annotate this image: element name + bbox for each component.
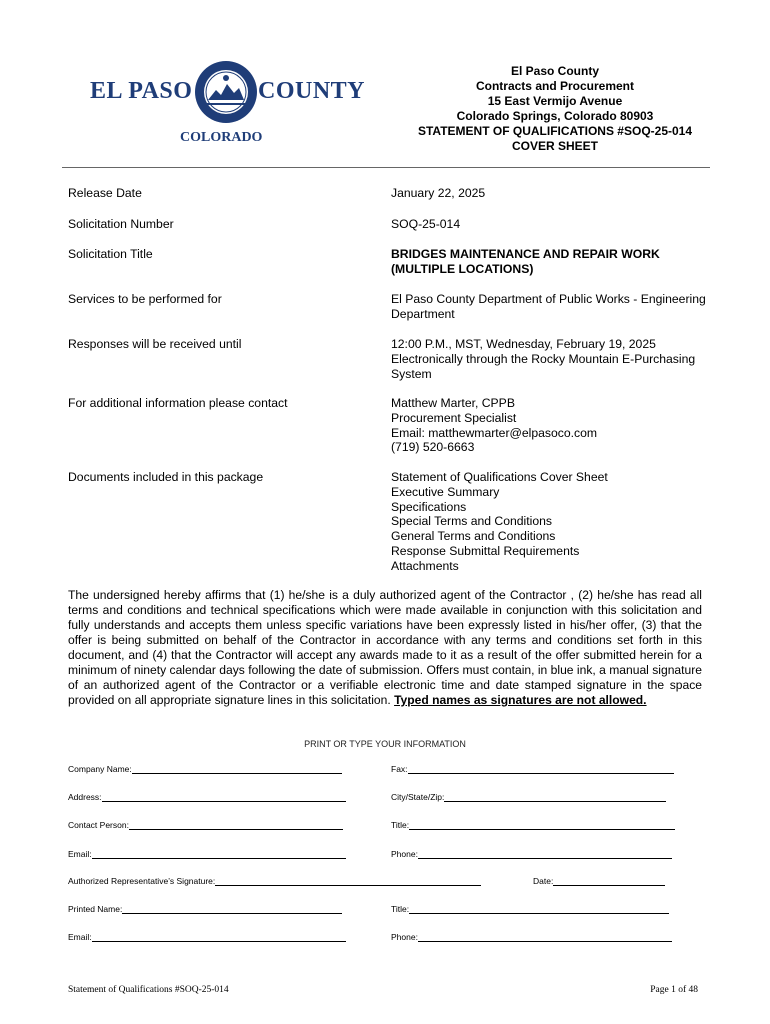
signature-label: Authorized Representative’s Signature: (68, 876, 216, 886)
affirmation-emphasis: Typed names as signatures are not allowed. (394, 693, 647, 707)
date-label: Date: (533, 876, 554, 886)
email-line-1[interactable] (92, 848, 346, 859)
address-field[interactable] (68, 791, 346, 802)
responses-line: System (391, 366, 432, 381)
contact-person-line[interactable] (129, 819, 343, 830)
title-field-2[interactable] (391, 903, 669, 914)
phone-line-1[interactable] (418, 848, 672, 859)
document-item: Special Terms and Conditions (391, 514, 553, 529)
solicitation-title-line: (MULTIPLE LOCATIONS) (391, 261, 534, 276)
phone-label-2: Phone: (391, 932, 418, 942)
email-label-2: Email: (68, 932, 92, 942)
services-value (391, 292, 731, 322)
solicitation-number-label: Solicitation Number (68, 217, 174, 231)
printed-name-line[interactable] (122, 903, 342, 914)
city-state-zip-line[interactable] (444, 791, 666, 802)
contact-value (391, 396, 731, 455)
contact-person-label: Contact Person: (68, 820, 129, 830)
title-line-1[interactable] (409, 819, 675, 830)
header-line-county: El Paso County (510, 64, 599, 78)
phone-field-1[interactable] (391, 848, 672, 859)
responses-line: 12:00 P.M., MST, Wednesday, February 19, 2025 (391, 337, 656, 351)
email-field-2[interactable] (68, 931, 346, 942)
city-state-zip-label: City/State/Zip: (391, 792, 445, 802)
header-divider (62, 167, 710, 168)
printed-name-field[interactable] (68, 903, 342, 914)
company-name-label: Company Name: (68, 764, 132, 774)
header-line-department: Contracts and Procurement (475, 79, 635, 93)
services-label: Services to be performed for (68, 292, 222, 306)
release-date-label: Release Date (68, 186, 142, 200)
address-label: Address: (68, 792, 102, 802)
phone-field-2[interactable] (391, 931, 672, 942)
phone-line-2[interactable] (418, 931, 672, 942)
services-line: El Paso County Department of Public Works - Engineering (391, 292, 706, 306)
footer-page-number: Page 1 of 48 (650, 985, 698, 995)
printed-name-label: Printed Name: (68, 904, 123, 914)
email-field-1[interactable] (68, 848, 346, 859)
logo-word-left: EL PASO (90, 78, 193, 104)
title-label-1: Title: (391, 820, 410, 830)
footer-document-id: Statement of Qualifications #SOQ-25-014 (68, 985, 229, 995)
services-line: Department (391, 306, 455, 321)
document-item: Attachments (391, 558, 459, 573)
company-name-line[interactable] (132, 763, 342, 774)
release-date-value: January 22, 2025 (391, 186, 486, 200)
email-line-2[interactable] (92, 931, 346, 942)
contact-name: Matthew Marter, CPPB (391, 396, 515, 410)
email-label-1: Email: (68, 849, 92, 859)
logo-subtitle: COLORADO (180, 130, 263, 145)
phone-label-1: Phone: (391, 849, 418, 859)
contact-label: For additional information please contact (68, 396, 288, 410)
documents-label: Documents included in this package (68, 470, 264, 484)
county-logo (90, 58, 366, 148)
title-label-2: Title: (391, 904, 410, 914)
solicitation-title-label: Solicitation Title (68, 247, 153, 261)
title-field-1[interactable] (391, 819, 675, 830)
date-line[interactable] (553, 875, 665, 886)
contact-person-field[interactable] (68, 819, 343, 830)
affirmation-paragraph (68, 588, 702, 708)
document-item: Executive Summary (391, 484, 500, 499)
form-heading: PRINT OR TYPE YOUR INFORMATION (304, 739, 466, 749)
document-item: General Terms and Conditions (391, 529, 556, 544)
responses-line: Electronically through the Rocky Mountain E-Purchasing (391, 351, 696, 366)
fax-field[interactable] (391, 763, 674, 774)
address-line[interactable] (102, 791, 346, 802)
city-state-zip-field[interactable] (391, 791, 666, 802)
document-item: Specifications (391, 499, 467, 514)
logo-word-right: COUNTY (258, 78, 366, 104)
solicitation-number-value: SOQ-25-014 (391, 217, 461, 231)
title-line-2[interactable] (409, 903, 669, 914)
documents-list (391, 470, 731, 574)
document-item: Statement of Qualifications Cover Sheet (391, 470, 608, 484)
solicitation-title-line: BRIDGES MAINTENANCE AND REPAIR WORK (391, 247, 660, 261)
fax-label: Fax: (391, 764, 408, 774)
contact-phone: (719) 520-6663 (391, 440, 475, 455)
header-line-city: Colorado Springs, Colorado 80903 (456, 109, 654, 123)
signature-line[interactable] (215, 875, 481, 886)
affirmation-text: The undersigned hereby affirms that (1) he/she is a duly authorized agent of the Contractor , (2) he/she has read all terms and conditions and technical specifications which were made available in conjunction with this solicitation and fully understands and accepts them unless specific variations have been expressly listed in his/her offer, (3) that the offer is being submitted on behalf of the Contractor in accordance with any terms and conditions set forth in this document, and (4) that the Contractor will accept any awards made to it as a result of the offer submitted herein for a minimum of ninety calendar days following the date of submission. Offers must contain, in blue ink, a manual signature of an authorized agent of the Contractor or a verifiable electronic time and date stamped signature in the space provided on all appropriate signature lines in this solicitation. (68, 588, 702, 707)
contact-role: Procurement Specialist (391, 410, 517, 425)
company-name-field[interactable] (68, 763, 342, 774)
date-field[interactable] (533, 875, 665, 886)
responses-value (391, 337, 731, 381)
responses-label: Responses will be received until (68, 337, 242, 351)
solicitation-title-value (391, 247, 731, 277)
fax-line[interactable] (408, 763, 674, 774)
header-line-cover: COVER SHEET (511, 139, 598, 153)
document-header (390, 64, 720, 154)
county-seal-icon (194, 60, 258, 124)
contact-email[interactable]: Email: matthewmarter@elpasoco.com (391, 425, 598, 440)
document-item: Response Submittal Requirements (391, 543, 580, 558)
header-line-soq: STATEMENT OF QUALIFICATIONS #SOQ-25-014 (417, 124, 693, 138)
signature-field[interactable] (68, 875, 481, 886)
header-line-street: 15 East Vermijo Avenue (487, 94, 623, 108)
